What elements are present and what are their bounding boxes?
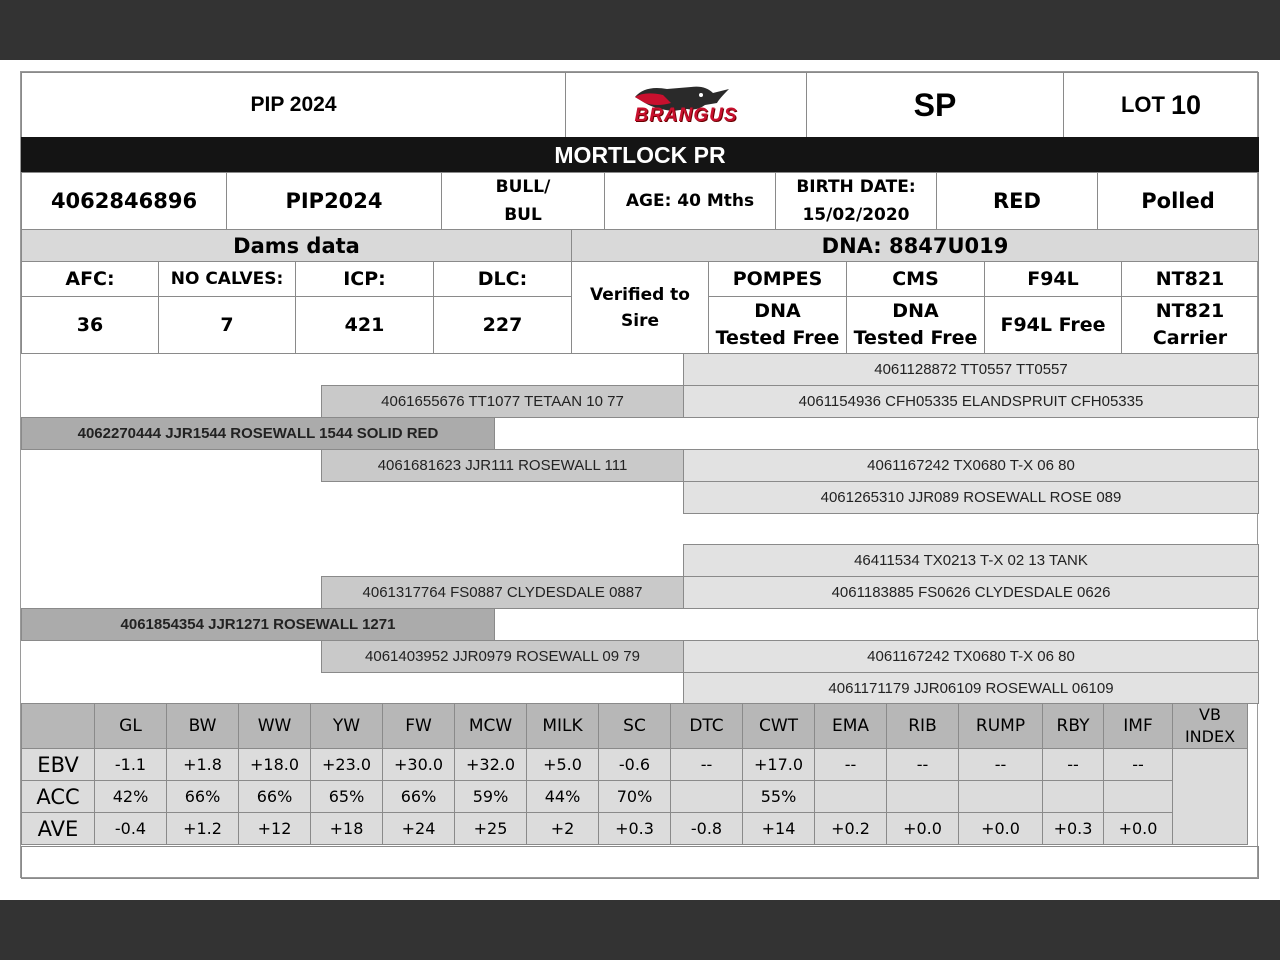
ebv-header-label: GL (119, 716, 142, 736)
horn-text: Polled (1141, 189, 1215, 213)
ebv-row-label (21, 780, 95, 813)
f94l-result (984, 296, 1122, 354)
ebv-value-cell (1103, 812, 1173, 845)
ebv-value: +1.8 (183, 755, 222, 774)
nt821-result (1121, 296, 1259, 354)
pedigree-sire-dam-dam (683, 481, 1259, 514)
ebv-header-label: MCW (468, 716, 513, 736)
animal-id (21, 172, 227, 230)
ebv-value-cell (670, 780, 743, 813)
ebv-value-cell (958, 780, 1043, 813)
ebv-header-cwt (742, 703, 815, 749)
lot-label: LOT (1120, 92, 1165, 117)
ebv-value-cell (454, 780, 527, 813)
cms-header (846, 261, 985, 297)
ebv-value: +32.0 (465, 755, 516, 774)
ebv-value: +18 (329, 819, 364, 838)
ebv-header-rib (886, 703, 959, 749)
no-calves-value (158, 296, 296, 354)
pedigree-dam-sire-sire (683, 544, 1259, 577)
pompes-label: POMPES (732, 268, 823, 290)
pedigree-sire (21, 417, 495, 450)
pedigree-text: 4061317764 FS0887 CLYDESDALE 0887 (362, 584, 643, 601)
brangus-logo (565, 72, 807, 138)
pedigree-text: 4061167242 TX0680 T-X 06 80 (867, 457, 1075, 474)
ebv-value: +5.0 (543, 755, 582, 774)
ebv-value-cell (94, 748, 167, 781)
pedigree-text: 4061655676 TT1077 TETAAN 10 77 (381, 393, 624, 410)
pedigree-sire-sire (321, 385, 684, 418)
ebv-value-cell (742, 748, 815, 781)
ebv-header-label: RBY (1056, 716, 1090, 736)
dna-header (571, 229, 1259, 262)
ebv-value: +0.0 (981, 819, 1020, 838)
ebv-header-dtc (670, 703, 743, 749)
dams-data-title: Dams data (233, 233, 360, 258)
ebv-value-cell (526, 812, 599, 845)
pedigree-sire-dam-sire (683, 449, 1259, 482)
ebv-value-cell (1103, 748, 1173, 781)
age-text: AGE: 40 Mths (625, 191, 755, 211)
cms-result-line-1: DNA (892, 300, 939, 322)
f94l-header (984, 261, 1122, 297)
ebv-value-cell (310, 780, 383, 813)
ebv-value: +24 (401, 819, 436, 838)
ebv-value-cell (958, 748, 1043, 781)
ebv-value: -- (1132, 755, 1144, 774)
row-label-text: EBV (37, 752, 79, 777)
ebv-header-label: IMF (1123, 716, 1153, 736)
ebv-value-cell (310, 748, 383, 781)
ebv-value: 44% (544, 787, 581, 806)
ebv-header-fw (382, 703, 455, 749)
ebv-value: +1.2 (183, 819, 222, 838)
pedigree-sire-dam (321, 449, 684, 482)
pedigree-text: 4061128872 TT0557 TT0557 (874, 361, 1068, 378)
ebv-value: -0.6 (618, 755, 651, 774)
ebv-value-cell (886, 780, 959, 813)
ebv-value-cell (166, 748, 239, 781)
ebv-header-label: EMA (831, 716, 870, 736)
ebv-value-cell (958, 812, 1043, 845)
animal-program-text: PIP2024 (285, 189, 383, 213)
top-dark-bar (0, 0, 1280, 60)
ebv-value-cell (238, 780, 311, 813)
grade-value: SP (913, 86, 957, 123)
ebv-value-cell (526, 748, 599, 781)
ebv-value-cell (886, 748, 959, 781)
ebv-value: 66% (256, 787, 293, 806)
ebv-value-cell (382, 812, 455, 845)
ebv-value: -0.4 (114, 819, 147, 838)
ebv-header-label: RIB (908, 716, 937, 736)
ebv-header-bw (166, 703, 239, 749)
sex-line-1: BULL/ (495, 177, 551, 197)
animal-name: MORTLOCK PR (554, 141, 726, 168)
ebv-value-cell (382, 780, 455, 813)
ebv-value: +2 (550, 819, 575, 838)
ebv-header-rump (958, 703, 1043, 749)
ebv-value-cell (886, 812, 959, 845)
ebv-value: 42% (112, 787, 149, 806)
ebv-header-label: FW (405, 716, 432, 736)
pedigree-dam-dam-dam (683, 672, 1259, 704)
verified-line-1: Verified to (590, 284, 690, 305)
ebv-header-rby (1042, 703, 1104, 749)
pedigree-dam-sire (321, 576, 684, 609)
program-title: PIP 2024 (250, 93, 337, 116)
ebv-value: +17.0 (753, 755, 804, 774)
pedigree-text: 4061167242 TX0680 T-X 06 80 (867, 648, 1075, 665)
ebv-value: +0.3 (1053, 819, 1093, 838)
ebv-value: 55% (760, 787, 797, 806)
pompes-result (708, 296, 847, 354)
ebv-header-label: BW (188, 716, 217, 736)
pompes-result-line-1: DNA (754, 300, 801, 322)
verified-line-2: Sire (621, 310, 659, 331)
cms-label: CMS (892, 268, 939, 290)
afc-label: AFC: (65, 268, 115, 290)
vb-index-label: INDEX (1184, 727, 1236, 746)
ebv-header-ww (238, 703, 311, 749)
pedigree-dam (21, 608, 495, 641)
ebv-value-cell (598, 780, 671, 813)
pompes-header (708, 261, 847, 297)
ebv-corner-cell (21, 703, 95, 749)
ebv-header-imf (1103, 703, 1173, 749)
animal-program (226, 172, 442, 230)
ebv-value-cell (238, 812, 311, 845)
dlc-value (433, 296, 572, 354)
ebv-value-cell (814, 812, 887, 845)
ebv-value: 66% (400, 787, 437, 806)
pedigree-dam-sire-dam (683, 576, 1259, 609)
ebv-value: +18.0 (249, 755, 300, 774)
ebv-value-cell (742, 780, 815, 813)
pedigree-text: 4061403952 JJR0979 ROSEWALL 09 79 (365, 648, 640, 665)
ebv-value-cell (382, 748, 455, 781)
animal-id-text: 4062846896 (50, 189, 198, 213)
ebv-header-gl (94, 703, 167, 749)
pedigree-text: 4062270444 JJR1544 ROSEWALL 1544 SOLID RED (77, 425, 439, 442)
verified-to-sire (571, 261, 709, 354)
ebv-header-label: SC (623, 716, 646, 736)
ebv-value: +0.0 (903, 819, 942, 838)
pedigree-text: 4061681623 JJR111 ROSEWALL 111 (377, 457, 628, 474)
pedigree-text: 4061265310 JJR089 ROSEWALL ROSE 089 (820, 489, 1122, 506)
pedigree-dam-dam-sire (683, 640, 1259, 673)
pedigree-text: 4061854354 JJR1271 ROSEWALL 1271 (120, 616, 396, 633)
nt821-header (1121, 261, 1259, 297)
ebv-value-cell (1042, 748, 1104, 781)
ebv-value-cell (598, 748, 671, 781)
afc-value-text: 36 (76, 314, 104, 336)
ebv-value: +30.0 (393, 755, 444, 774)
ebv-header-label: RUMP (975, 716, 1026, 736)
f94l-result-text: F94L Free (1000, 313, 1106, 336)
icp-value-text: 421 (344, 314, 385, 336)
ebv-value: -- (994, 755, 1007, 774)
nt821-label: NT821 (1155, 268, 1225, 290)
ebv-value-cell (166, 812, 239, 845)
ebv-value-cell (454, 748, 527, 781)
vb-index-value (1172, 748, 1248, 845)
ebv-value-cell (238, 748, 311, 781)
birth-date-cell (775, 172, 937, 230)
bottom-dark-bar (0, 900, 1280, 960)
ebv-value: 70% (616, 787, 653, 806)
cms-result (846, 296, 985, 354)
dna-title: DNA: 8847U019 (821, 233, 1009, 258)
ebv-header-ema (814, 703, 887, 749)
lot-card (20, 71, 1258, 878)
ebv-value: -1.1 (114, 755, 147, 774)
ebv-value: +12 (257, 819, 292, 838)
ebv-value: +0.2 (831, 819, 870, 838)
ebv-value: -- (700, 755, 713, 774)
ebv-row-label (21, 812, 95, 845)
vb-index-header (1172, 703, 1248, 749)
ebv-header-mcw (454, 703, 527, 749)
lot-number: 10 (1170, 89, 1202, 120)
no-calves-header (158, 261, 296, 297)
ebv-value: +23.0 (321, 755, 372, 774)
ebv-value: -- (844, 755, 857, 774)
ebv-value: 66% (184, 787, 221, 806)
ebv-value: -- (1067, 755, 1079, 774)
ebv-value: +14 (761, 819, 796, 838)
pedigree-sire-sire-dam (683, 385, 1259, 418)
nt821-result-line-1: NT821 (1155, 300, 1225, 322)
ebv-value-cell (94, 780, 167, 813)
icp-value (295, 296, 434, 354)
ebv-value: -- (916, 755, 929, 774)
ebv-value-cell (670, 812, 743, 845)
afc-header (21, 261, 159, 297)
ebv-value: -0.8 (690, 819, 723, 838)
pedigree-dam-dam (321, 640, 684, 673)
pedigree-text: 4061154936 CFH05335 ELANDSPRUIT CFH05335 (798, 393, 1144, 410)
animal-name-bar (21, 137, 1259, 173)
ebv-header-label: YW (332, 716, 361, 736)
pedigree-text: 46411534 TX0213 T-X 02 13 TANK (854, 552, 1088, 569)
colour-cell (936, 172, 1098, 230)
cms-result-line-2: Tested Free (853, 327, 978, 349)
ebv-value-cell (526, 780, 599, 813)
ebv-header-sc (598, 703, 671, 749)
ebv-value: 59% (472, 787, 509, 806)
vb-index-label: VB (1199, 705, 1221, 724)
ebv-value-cell (1103, 780, 1173, 813)
afc-value (21, 296, 159, 354)
ebv-value-cell (814, 748, 887, 781)
ebv-value-cell (598, 812, 671, 845)
pedigree-text: 4061183885 FS0626 CLYDESDALE 0626 (831, 584, 1111, 601)
sex-line-2: BUL (504, 205, 542, 225)
ebv-header-label: CWT (758, 716, 799, 736)
birth-date-value: 15/02/2020 (802, 205, 910, 225)
birth-date-label: BIRTH DATE: (796, 177, 916, 197)
pedigree-text: 4061171179 JJR06109 ROSEWALL 06109 (828, 679, 1114, 697)
ebv-value-cell (310, 812, 383, 845)
dlc-label: DLC: (477, 268, 528, 290)
f94l-label: F94L (1027, 268, 1079, 290)
ebv-header-label: WW (257, 716, 292, 736)
ebv-header-yw (310, 703, 383, 749)
ebv-row-label (21, 748, 95, 781)
icp-header (295, 261, 434, 297)
icp-label: ICP: (343, 268, 386, 290)
ebv-value: 65% (328, 787, 365, 806)
row-label-text: AVE (37, 816, 79, 841)
dlc-value-text: 227 (482, 314, 523, 336)
ebv-value-cell (166, 780, 239, 813)
no-calves-label: NO CALVES: (170, 269, 284, 289)
ebv-header-milk (526, 703, 599, 749)
ebv-value: +25 (473, 819, 508, 838)
ebv-value-cell (814, 780, 887, 813)
ebv-value: +0.0 (1118, 819, 1158, 838)
grade-cell (806, 72, 1064, 138)
sex-cell (441, 172, 605, 230)
nt821-result-line-2: Carrier (1152, 327, 1228, 349)
age-cell (604, 172, 776, 230)
lot-cell (1063, 72, 1259, 138)
logo-text: BRANGUS (634, 105, 738, 126)
ebv-value-cell (1042, 812, 1104, 845)
dams-data-header (21, 229, 572, 262)
horn-cell (1097, 172, 1259, 230)
pompes-result-line-2: Tested Free (715, 327, 840, 349)
dlc-header (433, 261, 572, 297)
ebv-value-cell (94, 812, 167, 845)
program-cell (21, 72, 566, 138)
ebv-value-cell (670, 748, 743, 781)
no-calves-value-text: 7 (220, 314, 234, 336)
ebv-header-label: MILK (542, 716, 583, 736)
ebv-header-label: DTC (689, 716, 724, 736)
ebv-value-cell (1042, 780, 1104, 813)
footer-row (21, 846, 1259, 879)
pedigree-sire-sire-sire (683, 353, 1259, 386)
colour-text: RED (993, 189, 1041, 213)
ebv-value-cell (454, 812, 527, 845)
ebv-value: +0.3 (615, 819, 654, 838)
ebv-value-cell (742, 812, 815, 845)
row-label-text: ACC (36, 784, 80, 809)
